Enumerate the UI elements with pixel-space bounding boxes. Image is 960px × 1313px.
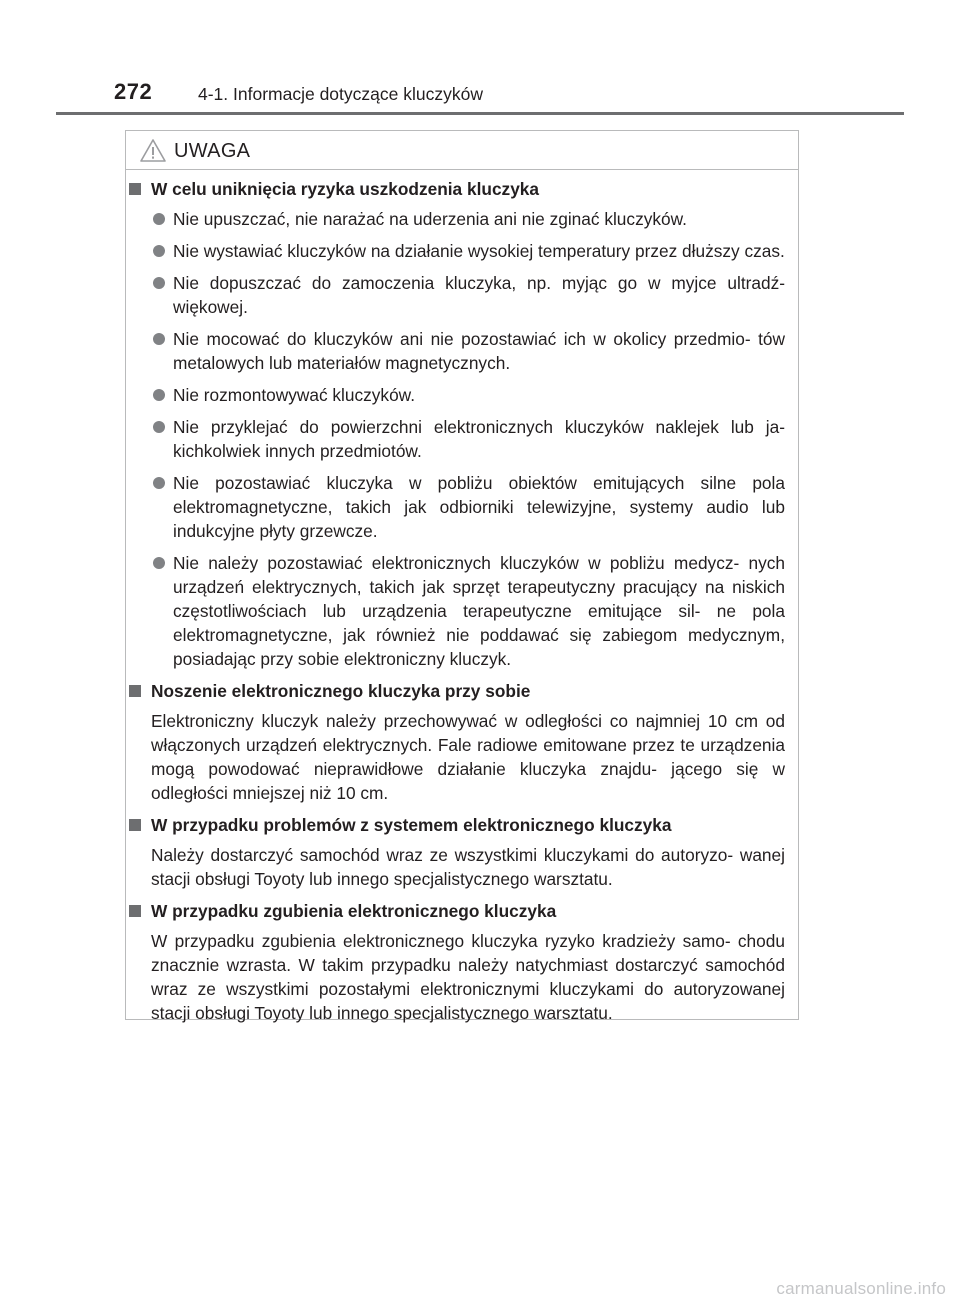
round-bullet-icon <box>153 277 165 289</box>
footer-watermark: carmanualsonline.info <box>776 1279 946 1298</box>
page-number: 272 <box>114 79 153 104</box>
warning-header <box>126 131 798 170</box>
list-item-text: Nie należy pozostawiać elektronicznych kluczyków w pobliżu medycz- nych urządzeń elektrycznych, takich jak sprzęt terapeutyczny pracujący na niskich częstotliwościach lub urządzenia terapeutyczne emitujące sil- ne pola elektromagnetyczne, jak również nie poddawać się zabiegom medycznym, posiadając przy sobie elektroniczny kluczyk. <box>173 553 785 669</box>
section-heading-text: W przypadku zgubienia elektronicznego kluczyka <box>151 901 557 921</box>
list-item <box>129 471 785 543</box>
round-bullet-icon <box>153 477 165 489</box>
round-bullet-icon <box>153 557 165 569</box>
list-item-text: Nie wystawiać kluczyków na działanie wysokiej temperatury przez dłuższy czas. <box>173 241 785 261</box>
section-heading-text: Noszenie elektronicznego kluczyka przy sobie <box>151 681 531 701</box>
list-item-text: Nie rozmontowywać kluczyków. <box>173 385 416 405</box>
list-item-text: Nie przyklejać do powierzchni elektronicznych kluczyków naklejek lub ja- kichkolwiek innych przedmiotów. <box>173 417 785 461</box>
list-item <box>129 327 785 375</box>
list-item <box>129 415 785 463</box>
section-heading <box>129 177 785 201</box>
section-heading-text: W przypadku problemów z systemem elektronicznego kluczyka <box>151 815 672 835</box>
warning-content <box>129 177 785 1033</box>
header-rule <box>56 112 904 115</box>
list-item <box>129 383 785 407</box>
list-item <box>129 551 785 671</box>
round-bullet-icon <box>153 421 165 433</box>
warning-triangle-icon <box>139 138 167 163</box>
section-heading-text: W celu uniknięcia ryzyka uszkodzenia kluczyka <box>151 179 540 199</box>
square-bullet-icon <box>129 685 141 697</box>
round-bullet-icon <box>153 213 165 225</box>
warning-section <box>129 679 785 805</box>
list-item-text: Nie upuszczać, nie narażać na uderzenia ani nie zginać kluczyków. <box>173 209 687 229</box>
square-bullet-icon <box>129 905 141 917</box>
section-paragraph: Elektroniczny kluczyk należy przechowywać w odległości co najmniej 10 cm od włączonych urządzeń elektrycznych. Fale radiowe emitowane przez te urządzenia mogą powodować nieprawidłowe działanie kluczyka znajdu- jącego się w odległości mniejszej niż 10 cm. <box>151 711 785 803</box>
square-bullet-icon <box>129 183 141 195</box>
list-item-text: Nie mocować do kluczyków ani nie pozostawiać ich w okolicy przedmio- tów metalowych lub materiałów magnetycznych. <box>173 329 785 373</box>
list-item-text: Nie pozostawiać kluczyka w pobliżu obiektów emitujących silne pola elektromagnetyczne, takich jak odbiorniki telewizyjne, systemy audio lub indukcyjne płyty grzewcze. <box>173 473 785 541</box>
list-item <box>129 207 785 231</box>
section-title: 4-1. Informacje dotyczące kluczyków <box>198 84 483 104</box>
round-bullet-icon <box>153 333 165 345</box>
list-item <box>129 239 785 263</box>
warning-section <box>129 899 785 1025</box>
section-paragraph: Należy dostarczyć samochód wraz ze wszystkimi kluczykami do autoryzo- wanej stacji obsługi Toyoty lub innego specjalistycznego warsztatu. <box>151 845 785 889</box>
page-header <box>56 78 904 114</box>
warning-section <box>129 177 785 671</box>
square-bullet-icon <box>129 819 141 831</box>
section-paragraph: W przypadku zgubienia elektronicznego kluczyka ryzyko kradzieży samo- chodu znacznie wzrasta. W takim przypadku należy natychmiast dostarczyć samochód wraz ze wszystkimi pozostałymi elektronicznymi kluczykami do autoryzowanej stacji obsługi Toyoty lub innego specjalistycznego warsztatu. <box>151 931 785 1023</box>
warning-section <box>129 813 785 891</box>
list-item <box>129 271 785 319</box>
section-heading <box>129 813 785 837</box>
round-bullet-icon <box>153 389 165 401</box>
warning-label: UWAGA <box>174 140 251 162</box>
list-item-text: Nie dopuszczać do zamoczenia kluczyka, np. myjąc go w myjce ultradź- więkowej. <box>173 273 785 317</box>
round-bullet-icon <box>153 245 165 257</box>
section-heading <box>129 679 785 703</box>
section-heading <box>129 899 785 923</box>
